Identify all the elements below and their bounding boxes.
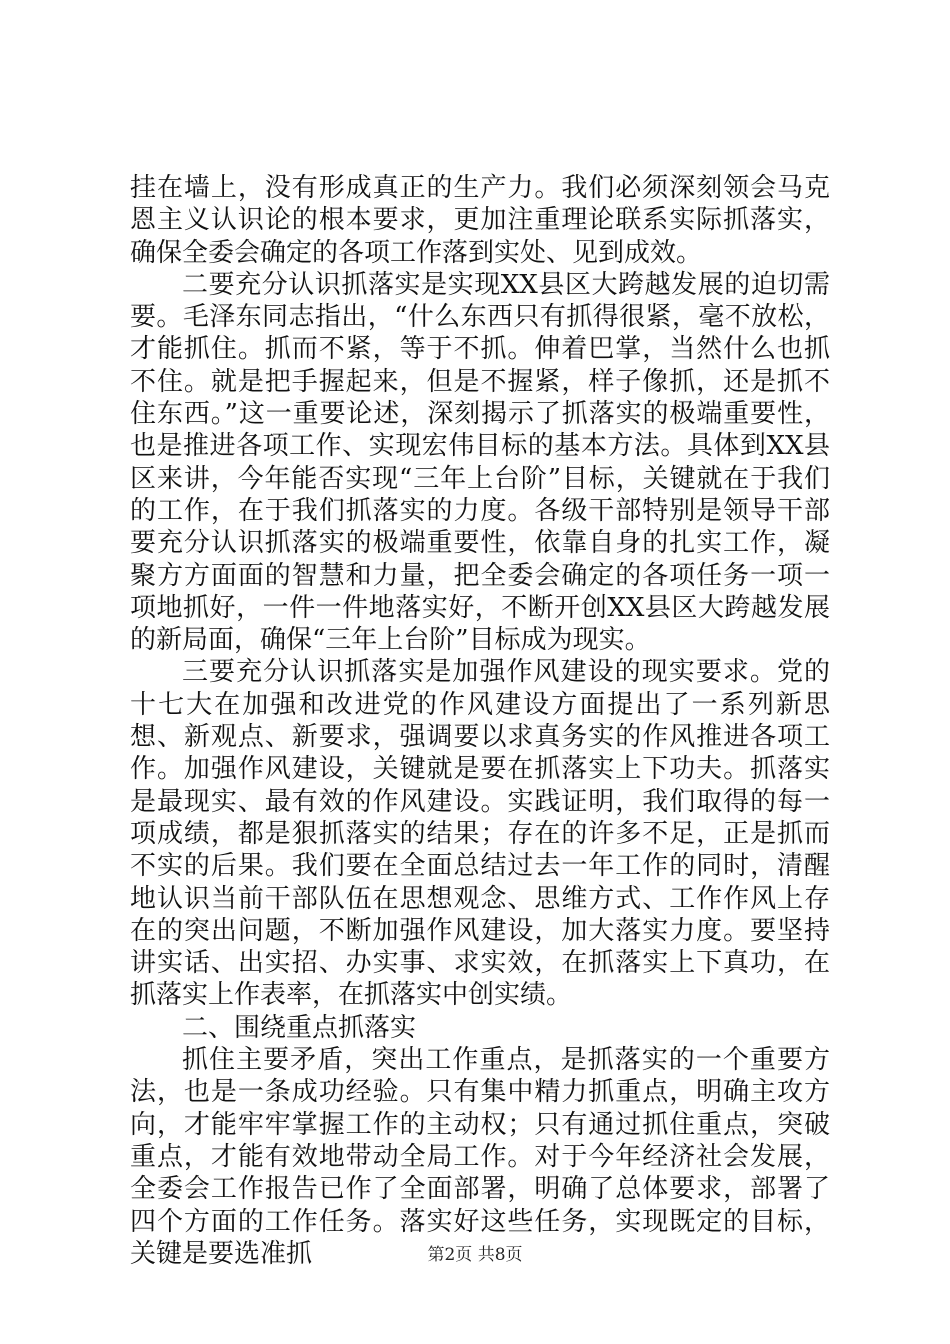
section-heading: 二、围绕重点抓落实: [182, 1012, 417, 1043]
page-footer: 第2页 共8页: [427, 1245, 523, 1265]
paragraph-1: 挂在墙上，没有形成真正的生产力。我们必须深刻领会马克恩主义认识论的根本要求，更加注重理论联系实际抓落实，确保全委会确定的各项工作落到实处、见到成效。: [130, 173, 830, 268]
paragraph-3: 三要充分认识抓落实是加强作风建设的现实要求。党的十七大在加强和改进党的作风建设方面提出了一系列新思想、新观点、新要求，强调要以求真务实的作风推进各项工作。加强作风建设，关键就是要在抓落实上下功夫。抓落实是最现实、最有效的作风建设。实践证明，我们取得的每一项成绩，都是狠抓落实的结果；存在的许多不足，正是抓而不实的后果。我们要在全面总结过去一年工作的同时，清醒地认识当前干部队伍在思想观念、思维方式、工作作风上存在的突出问题，不断加强作风建设，加大落实力度。要坚持讲实话、出实招、办实事、求实效，在抓落实上下真功，在抓落实上作表率，在抓落实中创实绩。: [130, 657, 830, 1011]
paragraph-4: 抓住主要矛盾，突出工作重点，是抓落实的一个重要方法，也是一条成功经验。只有集中精力抓重点，明确主攻方向，才能牢牢掌握工作的主动权；只有通过抓住重点，突破重点，才能有效地带动全局工作。对于今年经济社会发展，全委会工作报告已作了全面部署，明确了总体要求，部署了四个方面的工作任务。落实好这些任务，实现既定的目标，关键是要选准抓: [130, 1045, 830, 1269]
paragraph-2: 二要充分认识抓落实是实现XX县区大跨越发展的迫切需要。毛泽东同志指出，“什么东西只有抓得很紧，毫不放松，才能抓住。抓而不紧，等于不抓。伸着巴掌，当然什么也抓不住。就是把手握起来，但是不握紧，样子像抓，还是抓不住东西。”这一重要论述，深刻揭示了抓落实的极端重要性，也是推进各项工作、实现宏伟目标的基本方法。具体到XX县区来讲，今年能否实现“三年上台阶”目标，关键就在于我们的工作，在于我们抓落实的力度。各级干部特别是领导干部要充分认识抓落实的极端重要性，依靠自身的扎实工作，凝聚方方面面的智慧和力量，把全委会确定的各项任务一项一项地抓好，一件一件地落实好，不断开创XX县区大跨越发展的新局面，确保“三年上台阶”目标成为现实。: [130, 269, 830, 656]
document-body: [130, 172, 830, 1270]
